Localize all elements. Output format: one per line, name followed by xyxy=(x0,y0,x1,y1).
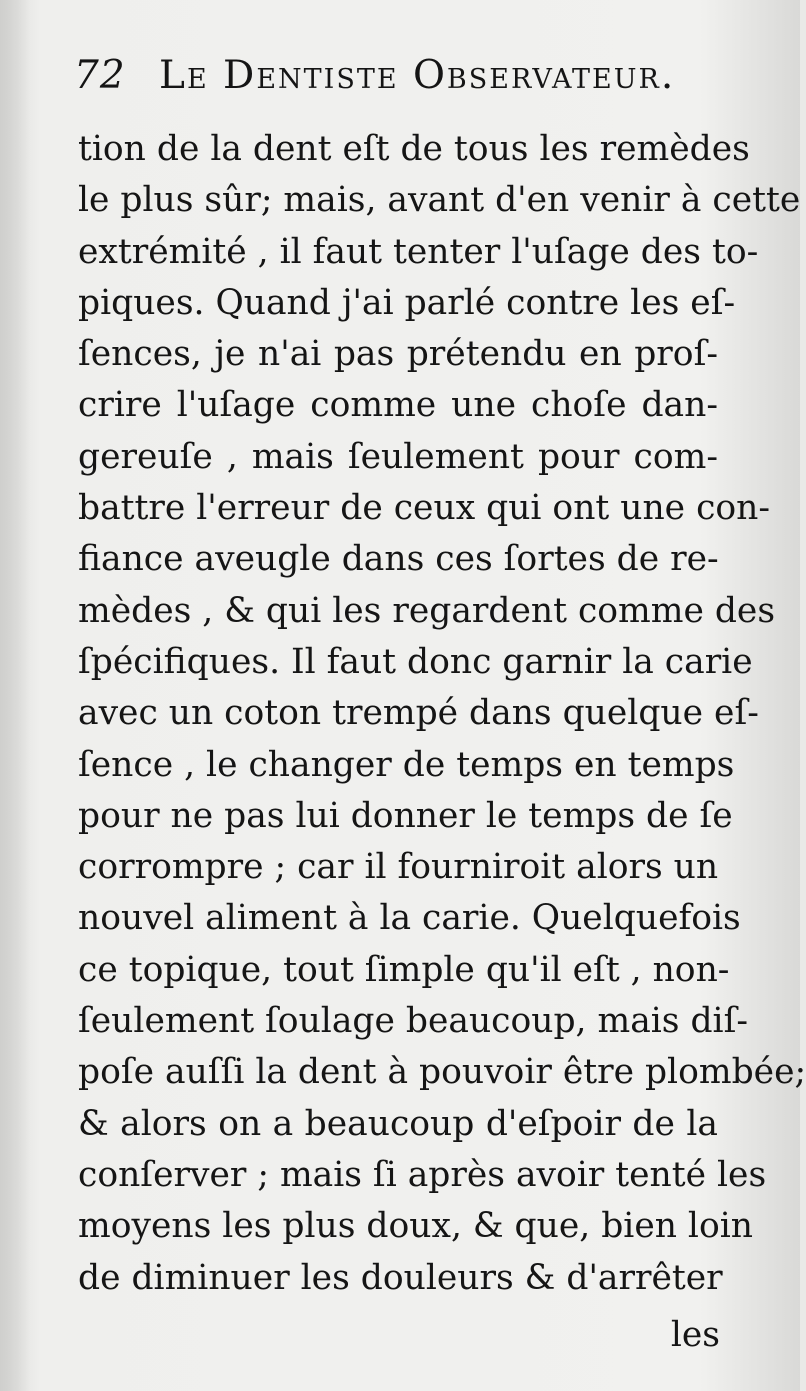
text-line: le plus sûr; mais, avant d'en venir à cette xyxy=(78,180,801,221)
catchword: les xyxy=(670,1315,720,1355)
text-line: corrompre ; car il fourniroit alors un xyxy=(78,847,719,888)
text-line: avec un coton trempé dans quelque eſ- xyxy=(78,693,759,734)
page-gutter-shadow xyxy=(0,0,30,1391)
text-line: ſpécifiques. Il faut donc garnir la carie xyxy=(78,641,753,682)
text-line: ce topique, tout ſimple qu'il eſt , non- xyxy=(78,949,730,990)
body-text xyxy=(78,124,806,1304)
text-line: nouvel aliment à la carie. Quelquefois xyxy=(78,898,741,939)
text-line: ſence , le changer de temps en temps xyxy=(78,744,735,785)
text-line: poſe auſſi la dent à pouvoir être plombée; xyxy=(78,1052,806,1093)
page-number: 72 xyxy=(74,53,126,98)
text-line: crire l'uſage comme une choſe dan- xyxy=(78,385,718,426)
text-line: ſeulement ſoulage beaucoup, mais diſ- xyxy=(78,1001,749,1042)
text-line: de diminuer les douleurs & d'arrêter xyxy=(78,1257,723,1298)
text-line: moyens les plus doux, & que, bien loin xyxy=(78,1206,753,1247)
text-line: tion de la dent eſt de tous les remèdes xyxy=(78,129,750,169)
text-line: mèdes , & qui les regardent comme des xyxy=(78,590,776,631)
text-line: ſences, je n'ai pas prétendu en proſ- xyxy=(78,334,718,375)
text-line: battre l'erreur de ceux qui ont une con- xyxy=(78,488,771,529)
text-line: conſerver ; mais ſi après avoir tenté les xyxy=(78,1154,767,1195)
text-line: fiance aveugle dans ces ſortes de re- xyxy=(78,539,719,580)
text-line: pour ne pas lui donner le temps de ſe xyxy=(78,795,733,836)
text-line: piques. Quand j'ai parlé contre les eſ- xyxy=(78,282,736,323)
text-line: extrémité , il faut tenter l'uſage des to- xyxy=(78,231,759,272)
text-line: gereuſe , mais ſeulement pour com- xyxy=(78,436,718,477)
running-title: Le Dentiste Observateur. xyxy=(159,53,676,98)
page-header xyxy=(74,46,734,106)
text-line: & alors on a beaucoup d'eſpoir de la xyxy=(78,1103,718,1144)
